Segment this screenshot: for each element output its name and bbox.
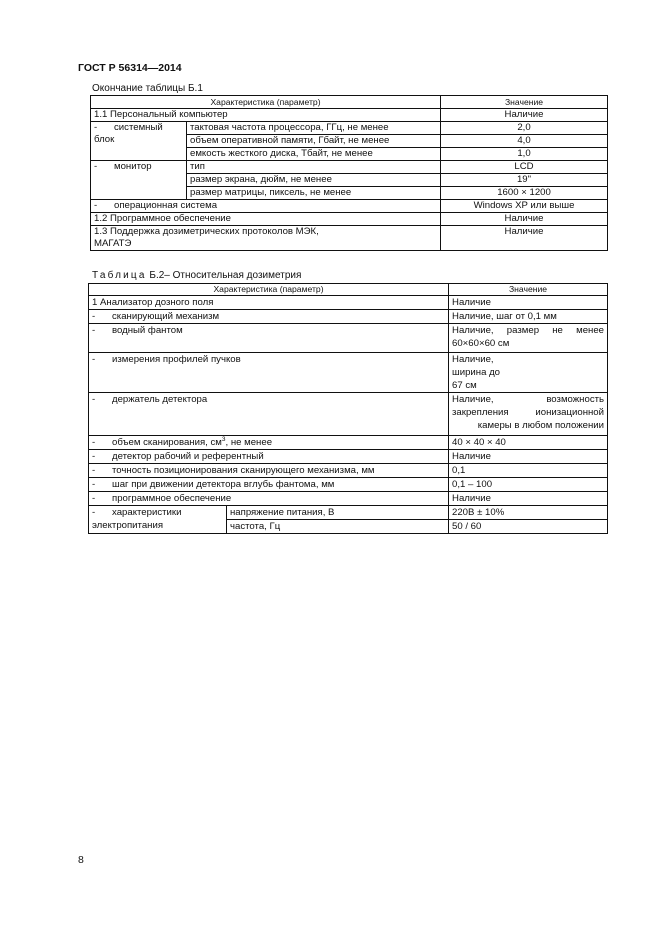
superscript: 3 — [221, 435, 226, 443]
table-row — [91, 213, 608, 226]
document-code: ГОСТ Р 56314—2014 — [78, 62, 182, 74]
row-value: 0,1 — [449, 464, 608, 478]
row-label — [89, 450, 449, 464]
dash-marker: - — [92, 451, 96, 462]
table2-header-row — [89, 284, 608, 296]
row-value: 4,0 — [441, 135, 608, 148]
table-row — [91, 226, 608, 251]
row-param: частота, Гц — [227, 520, 449, 534]
caption-prefix: Таблица — [92, 270, 147, 281]
row-label — [89, 478, 449, 492]
row-label — [89, 436, 449, 450]
row-label — [89, 353, 449, 393]
row-value: Наличие, шаг от 0,1 мм — [449, 310, 608, 324]
row-value: Windows XP или выше — [441, 200, 608, 213]
group-label-text: характеристики электропитания — [92, 507, 182, 531]
table-row — [89, 492, 608, 506]
row-param: размер экрана, дюйм, не менее — [187, 174, 441, 187]
row-label — [91, 200, 441, 213]
row-label: 1 Анализатор дозного поля — [89, 296, 449, 310]
row-value: 50 / 60 — [449, 520, 608, 534]
row-param: тактовая частота процессора, ГГц, не менее — [187, 122, 441, 135]
table-row — [89, 436, 608, 450]
row-label — [89, 310, 449, 324]
table-row — [89, 464, 608, 478]
row-value: Наличие — [441, 213, 608, 226]
table-row — [89, 393, 608, 436]
row-param: объем оперативной памяти, Гбайт, не менее — [187, 135, 441, 148]
dash-marker: - — [92, 325, 96, 336]
row-label-text: детектор рабочий и референтный — [112, 451, 264, 462]
dash-marker: - — [92, 493, 96, 504]
group-label-monitor — [91, 161, 187, 200]
table-row — [91, 200, 608, 213]
table-b1 — [90, 95, 608, 251]
caption-text: Б.2– Относительная дозиметрия — [149, 270, 302, 281]
table1-header-row — [91, 96, 608, 109]
row-value: Наличие — [449, 450, 608, 464]
row-value: LCD — [441, 161, 608, 174]
column-header-value: Значение — [441, 96, 608, 109]
row-value: Наличие — [441, 226, 608, 251]
row-label-text: программное обеспечение — [112, 493, 232, 504]
row-label-text: держатель детектора — [112, 394, 208, 405]
row-label-text: точность позиционирования сканирующего механизма, мм — [112, 465, 375, 476]
table-row — [91, 161, 608, 174]
dash-marker: - — [92, 465, 96, 476]
row-label: 1.2 Программное обеспечение — [91, 213, 441, 226]
dash-marker: - — [94, 122, 98, 133]
group-label-text: системный блок — [94, 122, 163, 145]
column-header-param: Характеристика (параметр) — [91, 96, 441, 109]
row-value: 19" — [441, 174, 608, 187]
row-value: 2,0 — [441, 122, 608, 135]
row-label — [89, 492, 449, 506]
page-number: 8 — [78, 854, 84, 866]
table2-caption — [92, 270, 301, 281]
row-label-text: сканирующий механизм — [112, 311, 220, 322]
column-header-value: Значение — [449, 284, 608, 296]
row-value: Наличие — [441, 109, 608, 122]
dash-marker: - — [92, 437, 96, 448]
row-label — [89, 324, 449, 353]
dash-marker: - — [92, 479, 96, 490]
row-label-suffix: , не менее — [225, 437, 273, 448]
dash-marker: - — [92, 311, 96, 322]
row-label-text: объем сканирования, см — [112, 437, 222, 448]
dash-marker: - — [94, 200, 98, 211]
row-param: размер матрицы, пиксель, не менее — [187, 187, 441, 200]
table-b2 — [88, 283, 608, 534]
table-row — [89, 506, 608, 520]
row-value: Наличие, возможность закрепления ионизационной камеры в любом положении — [449, 393, 608, 436]
row-value: Наличие, размер не менее 60×60×60 см — [449, 324, 608, 353]
table-row — [89, 353, 608, 393]
dash-marker: - — [94, 161, 98, 172]
row-label — [89, 393, 449, 436]
group-label-power — [89, 506, 227, 534]
row-value: 40 × 40 × 40 — [449, 436, 608, 450]
table-row — [89, 478, 608, 492]
table1-caption: Окончание таблицы Б.1 — [92, 83, 203, 94]
row-label-text: шаг при движении детектора вглубь фантома, мм — [112, 479, 335, 490]
row-param: емкость жесткого диска, Тбайт, не менее — [187, 148, 441, 161]
row-label: 1.3 Поддержка дозиметрических протоколов МЭК, МАГАТЭ — [91, 226, 441, 251]
row-label-text: измерения профилей пучков — [112, 354, 241, 365]
row-value: Наличие — [449, 296, 608, 310]
dash-marker: - — [92, 354, 96, 365]
table-row — [89, 296, 608, 310]
row-label — [89, 464, 449, 478]
table-row — [91, 122, 608, 135]
row-label: 1.1 Персональный компьютер — [91, 109, 441, 122]
row-value: Наличие — [449, 492, 608, 506]
row-value: 1600 × 1200 — [441, 187, 608, 200]
row-label-text: операционная система — [114, 200, 218, 211]
row-label-text: водный фантом — [112, 325, 183, 336]
row-value: 1,0 — [441, 148, 608, 161]
dash-marker: - — [92, 507, 96, 518]
table-row — [89, 450, 608, 464]
group-label-system-unit — [91, 122, 187, 161]
table-row — [91, 109, 608, 122]
table-row — [89, 310, 608, 324]
row-param: тип — [187, 161, 441, 174]
row-value: 220В ± 10% — [449, 506, 608, 520]
row-param: напряжение питания, В — [227, 506, 449, 520]
column-header-param: Характеристика (параметр) — [89, 284, 449, 296]
row-value: Наличие, ширина до 67 см — [449, 353, 608, 393]
group-label-text: монитор — [114, 161, 152, 172]
dash-marker: - — [92, 394, 96, 405]
row-value: 0,1 – 100 — [449, 478, 608, 492]
table-row — [89, 324, 608, 353]
